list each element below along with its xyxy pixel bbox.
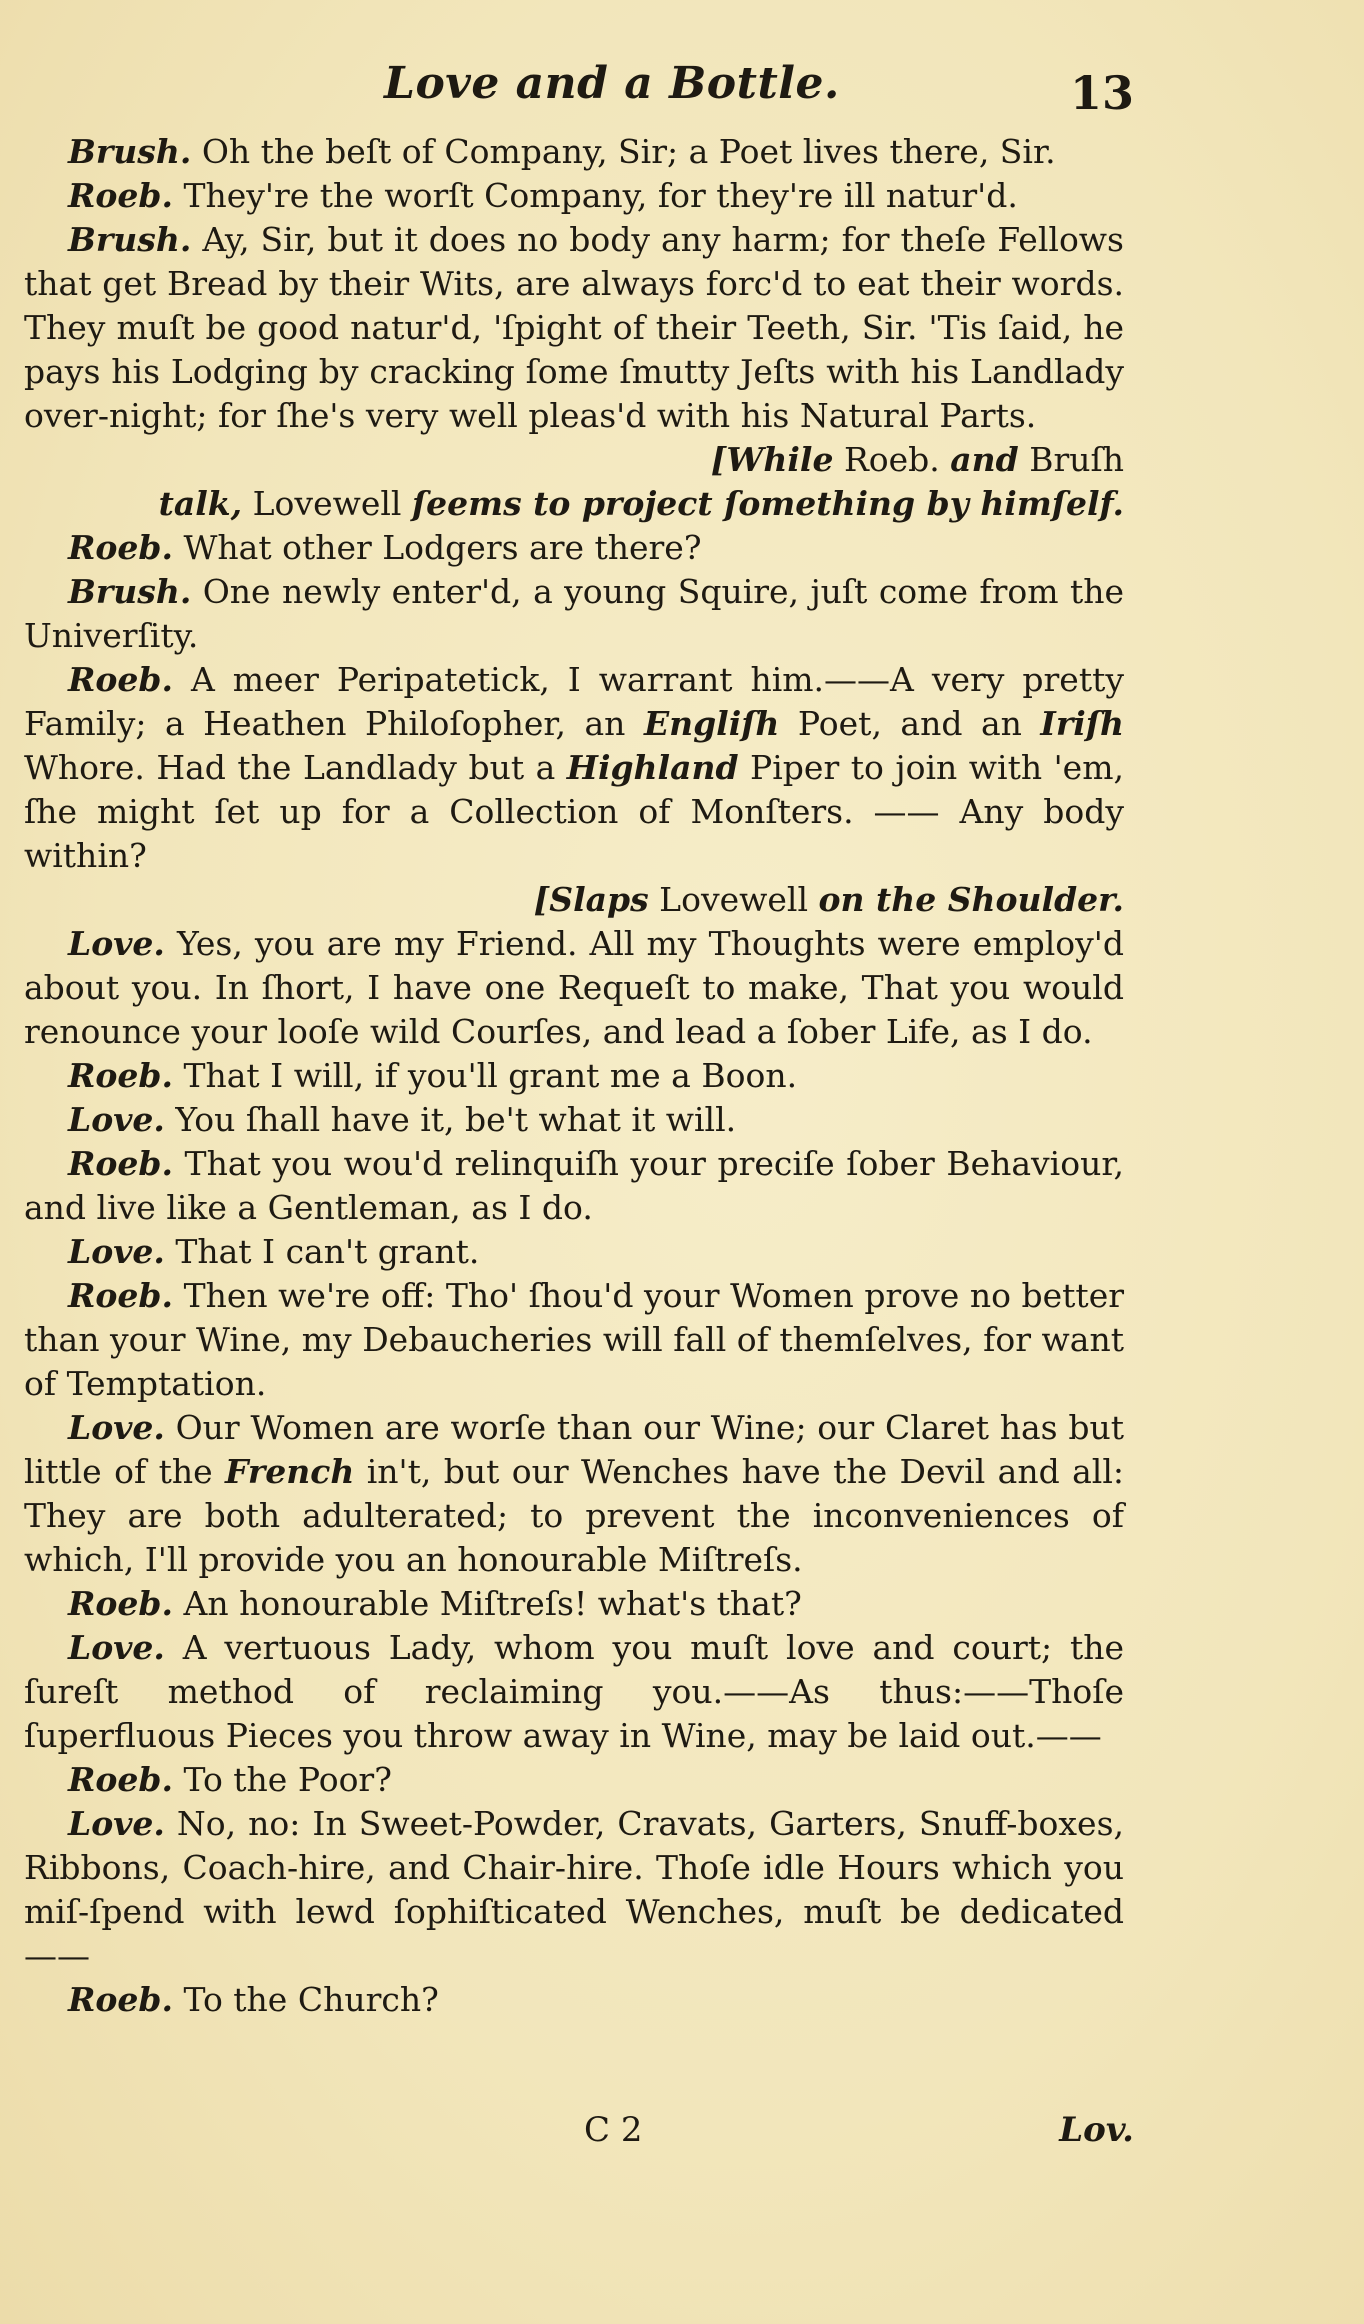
signature-mark: C 2 [584, 2110, 643, 2150]
speaker-name: Brush. [68, 220, 192, 259]
speech-text: A meer Peripatetick, I warrant him.——A very pretty Family; a Heathen Philoſopher, an [24, 660, 1124, 743]
speaker-name: Brush. [68, 132, 192, 171]
speaker-name: Love. [68, 924, 165, 963]
italic-word: Highland [566, 748, 739, 787]
speaker-name: Love. [68, 1232, 165, 1271]
speech-text: What other Lodgers are there? [173, 528, 702, 567]
speech-text: Whore. Had the Landlady but a [24, 748, 567, 787]
speaker-name: Brush. [68, 572, 192, 611]
speech-paragraph [24, 130, 1124, 174]
speaker-name: Roeb. [68, 176, 173, 215]
speaker-name: Roeb. [68, 1144, 173, 1183]
speech-paragraph [24, 1274, 1124, 1406]
speech-paragraph [24, 1142, 1124, 1230]
speech-text: They're the worſt Company, for they're ill natur'd. [173, 176, 1018, 215]
speech-paragraph [24, 218, 1124, 438]
speaker-name: Love. [68, 1100, 165, 1139]
play-text [24, 130, 1124, 2022]
catchword: Lov. [1059, 2110, 1134, 2150]
speaker-name: Roeb. [68, 1584, 173, 1623]
page-footer [24, 2110, 1134, 2170]
speaker-name: Love. [68, 1804, 165, 1843]
speech-text: To the Church? [173, 1980, 439, 2019]
speech-text: Then we're off: Tho' ſhou'd your Women prove no better than your Wine, my Debaucheries will fall of themſelves, for want of Temptation. [24, 1276, 1124, 1403]
speech-text: You ſhall have it, be't what it will. [164, 1100, 737, 1139]
speech-text: Piper to join with 'em, ſhe might ſet up for a Collection of Monſters. —— Any body within? [24, 748, 1124, 875]
speech-paragraph [24, 570, 1124, 658]
speech-paragraph [24, 1626, 1124, 1758]
speech-paragraph [24, 922, 1124, 1054]
speech-text: That you wou'd relinquiſh your preciſe ſober Behaviour, and live like a Gentleman, as I do. [24, 1144, 1124, 1227]
speech-paragraph [24, 658, 1124, 878]
speech-paragraph [24, 174, 1124, 218]
italic-word: Iriſh [1040, 704, 1124, 743]
stage-direction: [While Roeb. and Bruſh [710, 440, 1124, 479]
speech-text: A vertuous Lady, whom you muſt love and court; the ſureſt method of reclaiming you.——As thus:——Thoſe ſuperfluous Pieces you throw away in Wine, may be laid out.—— [24, 1628, 1124, 1755]
speech-paragraph [24, 1230, 1124, 1274]
speaker-name: Roeb. [68, 528, 173, 567]
speaker-name: Love. [68, 1408, 165, 1447]
italic-word: French [225, 1452, 355, 1491]
speech-paragraph [24, 526, 1124, 570]
stage-direction: talk, Lovewell ſeems to project ſomething by himſelf. [158, 484, 1124, 523]
speech-paragraph [24, 1978, 1124, 2022]
speech-text: That I will, if you'll grant me a Boon. [173, 1056, 798, 1095]
speaker-name: Roeb. [68, 1056, 173, 1095]
speech-text: An honourable Miſtreſs! what's that? [173, 1584, 802, 1623]
speaker-name: Roeb. [68, 1276, 173, 1315]
speech-paragraph [24, 1406, 1124, 1582]
speech-text: Poet, and an [779, 704, 1041, 743]
speech-paragraph [24, 1802, 1124, 1978]
speech-paragraph [24, 1054, 1124, 1098]
speech-text: Our Women are worſe than our Wine; our Claret has but little of the [24, 1408, 1124, 1491]
speaker-name: Roeb. [68, 1760, 173, 1799]
speech-text: One newly enter'd, a young Squire, juſt come from the Univerſity. [24, 572, 1124, 655]
page-header [24, 58, 1134, 128]
speech-text: Yes, you are my Friend. All my Thoughts were employ'd about you. In ſhort, I have one Requeſt to make, That you would renounce your looſe wild Courſes, and lead a ſober Life, as I do. [24, 924, 1124, 1051]
speech-text: That I can't grant. [164, 1232, 480, 1271]
speech-text: in't, but our Wenches have the Devil and all: They are both adulterated; to prevent the inconveniences of which, I'll provide you an honourable Miſtreſs. [24, 1452, 1124, 1579]
italic-word: Engliſh [643, 704, 780, 743]
speech-text: Ay, Sir, but it does no body any harm; for theſe Fellows that get Bread by their Wits, are always forc'd to eat their words. They muſt be good natur'd, 'ſpight of their Teeth, Sir. 'Tis ſaid, he pays his Lodging by cracking ſome ſmutty Jeſts with his Landlady over-night; for ſhe's very well pleas'd with his Natural Parts. [24, 220, 1124, 435]
speech-paragraph [24, 1098, 1124, 1142]
speech-text: Oh the beſt of Company, Sir; a Poet lives there, Sir. [191, 132, 1056, 171]
speech-text: No, no: In Sweet-Powder, Cravats, Garters, Snuff-boxes, Ribbons, Coach-hire, and Chair-hire. Thoſe idle Hours which you miſ-ſpend with lewd ſophiſticated Wenches, muſt be dedicated—— [24, 1804, 1124, 1975]
speaker-name: Love. [68, 1628, 165, 1667]
speech-paragraph [24, 1582, 1124, 1626]
page-number: 13 [1069, 66, 1134, 120]
speech-text: To the Poor? [173, 1760, 392, 1799]
stage-direction: [Slaps Lovewell on the Shoulder. [533, 880, 1124, 919]
speaker-name: Roeb. [68, 660, 173, 699]
running-title: Love and a Bottle. [384, 58, 840, 109]
speaker-name: Roeb. [68, 1980, 173, 2019]
speech-paragraph [24, 1758, 1124, 1802]
